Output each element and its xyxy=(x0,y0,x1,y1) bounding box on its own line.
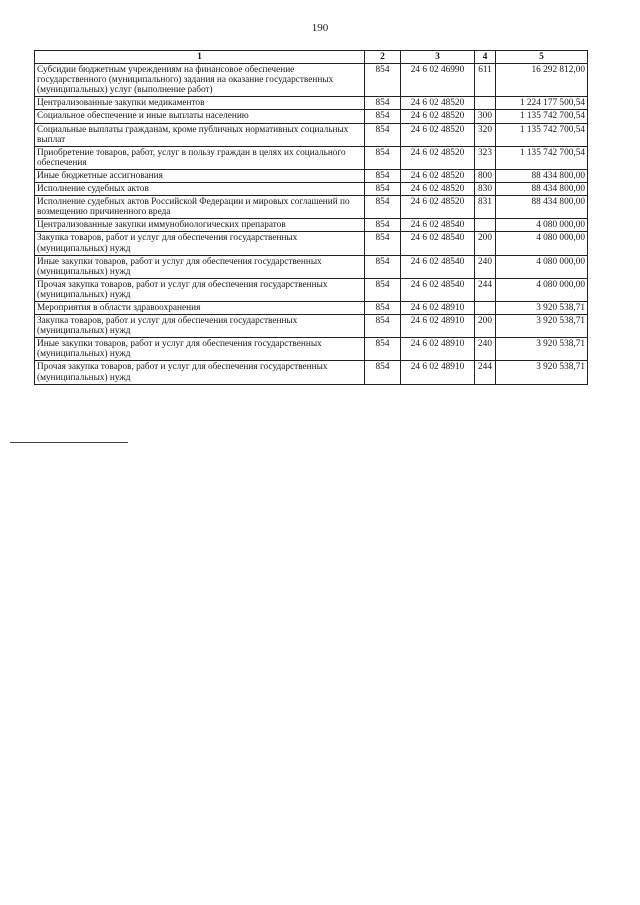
row-sum: 4 080 000,00 xyxy=(496,255,588,278)
row-csr: 24 6 02 48520 xyxy=(401,146,475,169)
row-vr: 200 xyxy=(475,232,496,255)
table-row xyxy=(35,146,588,169)
row-csr: 24 6 02 48540 xyxy=(401,219,475,232)
row-sum: 4 080 000,00 xyxy=(496,219,588,232)
row-ved: 854 xyxy=(365,278,401,301)
row-csr: 24 6 02 48540 xyxy=(401,278,475,301)
table-row xyxy=(35,123,588,146)
row-ved: 854 xyxy=(365,315,401,338)
row-vr: 244 xyxy=(475,361,496,384)
row-sum: 3 920 538,71 xyxy=(496,301,588,314)
row-vr: 240 xyxy=(475,255,496,278)
row-sum: 3 920 538,71 xyxy=(496,315,588,338)
row-sum: 4 080 000,00 xyxy=(496,232,588,255)
row-ved: 854 xyxy=(365,255,401,278)
row-csr: 24 6 02 48910 xyxy=(401,361,475,384)
row-vr: 831 xyxy=(475,196,496,219)
row-ved: 854 xyxy=(365,183,401,196)
row-ved: 854 xyxy=(365,301,401,314)
header-col-5: 5 xyxy=(496,51,588,64)
row-sum: 3 920 538,71 xyxy=(496,338,588,361)
row-vr: 323 xyxy=(475,146,496,169)
table-row xyxy=(35,301,588,314)
row-csr: 24 6 02 48520 xyxy=(401,169,475,182)
row-csr: 24 6 02 48540 xyxy=(401,232,475,255)
row-csr: 24 6 02 48520 xyxy=(401,123,475,146)
row-name: Социальное обеспечение и иные выплаты населению xyxy=(35,110,365,123)
table-row xyxy=(35,361,588,384)
row-ved: 854 xyxy=(365,110,401,123)
row-csr: 24 6 02 48520 xyxy=(401,183,475,196)
row-vr: 300 xyxy=(475,110,496,123)
row-name: Закупка товаров, работ и услуг для обеспечения государственных (муниципальных) нужд xyxy=(35,315,365,338)
budget-table xyxy=(34,50,588,385)
row-vr xyxy=(475,219,496,232)
table-row xyxy=(35,232,588,255)
row-name: Иные закупки товаров, работ и услуг для обеспечения государственных (муниципальных) нужд xyxy=(35,338,365,361)
row-sum: 4 080 000,00 xyxy=(496,278,588,301)
separator-line xyxy=(10,442,128,443)
table-header-row xyxy=(35,51,588,64)
row-name: Иные бюджетные ассигнования xyxy=(35,169,365,182)
row-csr: 24 6 02 48520 xyxy=(401,110,475,123)
row-csr: 24 6 02 48520 xyxy=(401,196,475,219)
row-sum: 88 434 800,00 xyxy=(496,169,588,182)
table-row xyxy=(35,219,588,232)
header-col-2: 2 xyxy=(365,51,401,64)
table-row xyxy=(35,255,588,278)
row-vr xyxy=(475,301,496,314)
header-col-4: 4 xyxy=(475,51,496,64)
row-csr: 24 6 02 48910 xyxy=(401,301,475,314)
row-sum: 3 920 538,71 xyxy=(496,361,588,384)
row-vr: 800 xyxy=(475,169,496,182)
table-row xyxy=(35,64,588,97)
row-ved: 854 xyxy=(365,146,401,169)
row-name: Субсидии бюджетным учреждениям на финансовое обеспечение государственного (муниципального) задания на оказание государственных (муниципальных) услуг (выполнение работ) xyxy=(35,64,365,97)
row-vr: 244 xyxy=(475,278,496,301)
table-row xyxy=(35,338,588,361)
table-row xyxy=(35,169,588,182)
row-ved: 854 xyxy=(365,196,401,219)
row-sum: 1 135 742 700,54 xyxy=(496,123,588,146)
row-vr: 240 xyxy=(475,338,496,361)
row-ved: 854 xyxy=(365,123,401,146)
row-name: Социальные выплаты гражданам, кроме публичных нормативных социальных выплат xyxy=(35,123,365,146)
row-ved: 854 xyxy=(365,64,401,97)
row-name: Прочая закупка товаров, работ и услуг для обеспечения государственных (муниципальных) нужд xyxy=(35,278,365,301)
row-csr: 24 6 02 48540 xyxy=(401,255,475,278)
row-sum: 88 434 800,00 xyxy=(496,183,588,196)
row-sum: 1 135 742 700,54 xyxy=(496,146,588,169)
table-body xyxy=(35,64,588,385)
table-row xyxy=(35,196,588,219)
row-sum: 1 135 742 700,54 xyxy=(496,110,588,123)
table-row xyxy=(35,110,588,123)
row-ved: 854 xyxy=(365,169,401,182)
row-name: Мероприятия в области здравоохранения xyxy=(35,301,365,314)
row-name: Централизованные закупки медикаментов xyxy=(35,97,365,110)
row-name: Закупка товаров, работ и услуг для обеспечения государственных (муниципальных) нужд xyxy=(35,232,365,255)
row-sum: 16 292 812,00 xyxy=(496,64,588,97)
row-vr: 200 xyxy=(475,315,496,338)
corner-mark: · · · · xyxy=(614,3,630,8)
header-col-3: 3 xyxy=(401,51,475,64)
row-csr: 24 6 02 48910 xyxy=(401,338,475,361)
row-name: Централизованные закупки иммунобиологических препаратов xyxy=(35,219,365,232)
row-name: Исполнение судебных актов xyxy=(35,183,365,196)
row-vr: 320 xyxy=(475,123,496,146)
table-row xyxy=(35,278,588,301)
row-name: Иные закупки товаров, работ и услуг для обеспечения государственных (муниципальных) нужд xyxy=(35,255,365,278)
table-row xyxy=(35,183,588,196)
row-ved: 854 xyxy=(365,97,401,110)
page-number: 190 xyxy=(311,22,329,34)
row-vr: 611 xyxy=(475,64,496,97)
row-ved: 854 xyxy=(365,338,401,361)
row-name: Приобретение товаров, работ, услуг в пользу граждан в целях их социального обеспечения xyxy=(35,146,365,169)
table-row xyxy=(35,97,588,110)
row-vr xyxy=(475,97,496,110)
row-csr: 24 6 02 46990 xyxy=(401,64,475,97)
row-csr: 24 6 02 48910 xyxy=(401,315,475,338)
row-ved: 854 xyxy=(365,219,401,232)
row-ved: 854 xyxy=(365,232,401,255)
row-name: Исполнение судебных актов Российской Федерации и мировых соглашений по возмещению причиненного вреда xyxy=(35,196,365,219)
row-sum: 1 224 177 500,54 xyxy=(496,97,588,110)
row-sum: 88 434 800,00 xyxy=(496,196,588,219)
row-ved: 854 xyxy=(365,361,401,384)
row-vr: 830 xyxy=(475,183,496,196)
row-name: Прочая закупка товаров, работ и услуг для обеспечения государственных (муниципальных) нужд xyxy=(35,361,365,384)
table-row xyxy=(35,315,588,338)
header-col-1: 1 xyxy=(35,51,365,64)
row-csr: 24 6 02 48520 xyxy=(401,97,475,110)
